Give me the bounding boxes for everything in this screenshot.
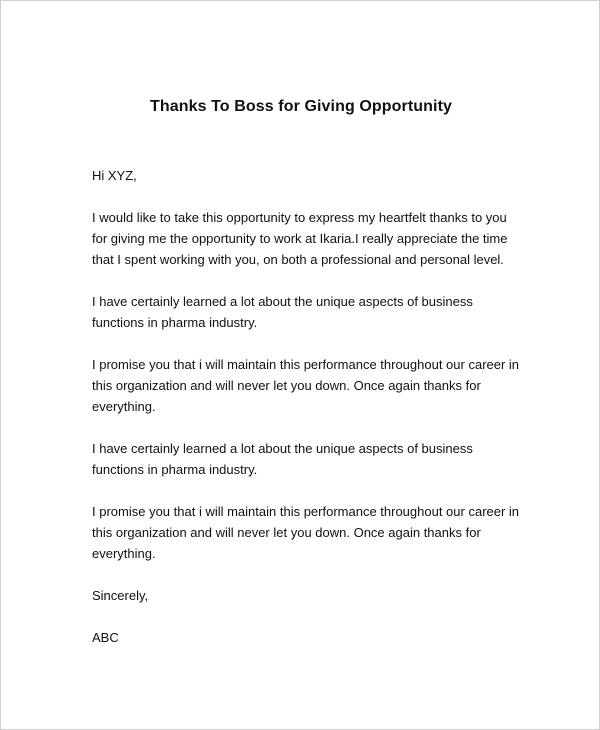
salutation: Hi XYZ,	[92, 168, 137, 183]
document-title: Thanks To Boss for Giving Opportunity	[149, 98, 453, 115]
paragraph-line: I have certainly learned a lot about the unique aspects of business	[92, 294, 473, 309]
paragraph-4	[92, 438, 532, 480]
paragraph-line: this organization and will never let you down. Once again thanks for	[92, 378, 481, 393]
paragraph-line: that I spent working with you, on both a professional and personal level.	[92, 252, 504, 267]
paragraph-line: functions in pharma industry.	[92, 315, 258, 330]
paragraph-line: I would like to take this opportunity to express my heartfelt thanks to you	[92, 210, 507, 225]
paragraph-line: I promise you that i will maintain this performance throughout our career in	[92, 504, 520, 519]
closing: Sincerely,	[92, 588, 149, 603]
paragraph-line: functions in pharma industry.	[92, 462, 258, 477]
paragraph-line: I have certainly learned a lot about the unique aspects of business	[92, 441, 473, 456]
paragraph-1	[92, 207, 532, 270]
signature: ABC	[92, 630, 119, 645]
paragraph-5	[92, 501, 532, 564]
paragraph-line: everything.	[92, 399, 156, 414]
paragraph-line: I promise you that i will maintain this performance throughout our career in	[92, 357, 520, 372]
paragraph-3	[92, 354, 532, 417]
paragraph-line: everything.	[92, 546, 156, 561]
paragraph-2	[92, 291, 532, 333]
letter-body	[92, 165, 532, 669]
paragraph-line: this organization and will never let you down. Once again thanks for	[92, 525, 481, 540]
paragraph-line: for giving me the opportunity to work at Ikaria.I really appreciate the time	[92, 231, 508, 246]
